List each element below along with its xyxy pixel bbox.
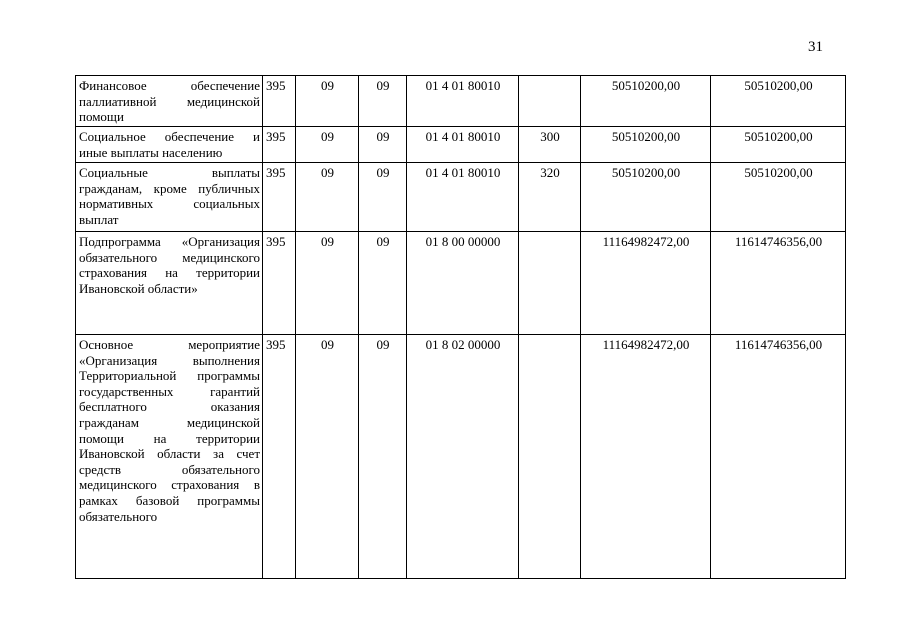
expense-type-code: 320 [519,163,581,232]
section-code: 09 [296,163,359,232]
row-name: Финансовое обеспечение паллиативной медицинской помощи [76,76,263,127]
target-code: 01 8 00 00000 [407,232,519,335]
admin-code: 395 [263,163,296,232]
admin-code: 395 [263,76,296,127]
table-row [76,335,846,579]
table-row [76,127,846,163]
subsection-code: 09 [359,163,407,232]
amount-year-2: 11614746356,00 [711,232,846,335]
row-name: Основное мероприятие «Организация выполнения Территориальной программы государственных гарантий бесплатного оказания гражданам медицинской помощи на территории Ивановской области за счет средств обязательного медицинского страхования в рамках базовой программы обязательного [76,335,263,579]
expense-type-code: 300 [519,127,581,163]
table-row [76,76,846,127]
amount-year-2: 50510200,00 [711,127,846,163]
row-name: Социальные выплаты гражданам, кроме публичных нормативных социальных выплат [76,163,263,232]
section-code: 09 [296,76,359,127]
amount-year-2: 50510200,00 [711,76,846,127]
admin-code: 395 [263,127,296,163]
section-code: 09 [296,127,359,163]
subsection-code: 09 [359,76,407,127]
target-code: 01 4 01 80010 [407,163,519,232]
row-name: Социальное обеспечение и иные выплаты населению [76,127,263,163]
row-name: Подпрограмма «Организация обязательного медицинского страхования на территории Ивановской области» [76,232,263,335]
amount-year-2: 11614746356,00 [711,335,846,579]
subsection-code: 09 [359,127,407,163]
expense-type-code [519,76,581,127]
target-code: 01 4 01 80010 [407,76,519,127]
expense-type-code [519,335,581,579]
amount-year-1: 11164982472,00 [581,335,711,579]
budget-table [75,75,846,579]
section-code: 09 [296,232,359,335]
admin-code: 395 [263,232,296,335]
target-code: 01 8 02 00000 [407,335,519,579]
admin-code: 395 [263,335,296,579]
subsection-code: 09 [359,335,407,579]
table-row [76,232,846,335]
subsection-code: 09 [359,232,407,335]
target-code: 01 4 01 80010 [407,127,519,163]
expense-type-code [519,232,581,335]
section-code: 09 [296,335,359,579]
amount-year-1: 11164982472,00 [581,232,711,335]
amount-year-1: 50510200,00 [581,127,711,163]
amount-year-1: 50510200,00 [581,163,711,232]
amount-year-1: 50510200,00 [581,76,711,127]
amount-year-2: 50510200,00 [711,163,846,232]
table-row [76,163,846,232]
page-number: 31 [808,39,823,55]
